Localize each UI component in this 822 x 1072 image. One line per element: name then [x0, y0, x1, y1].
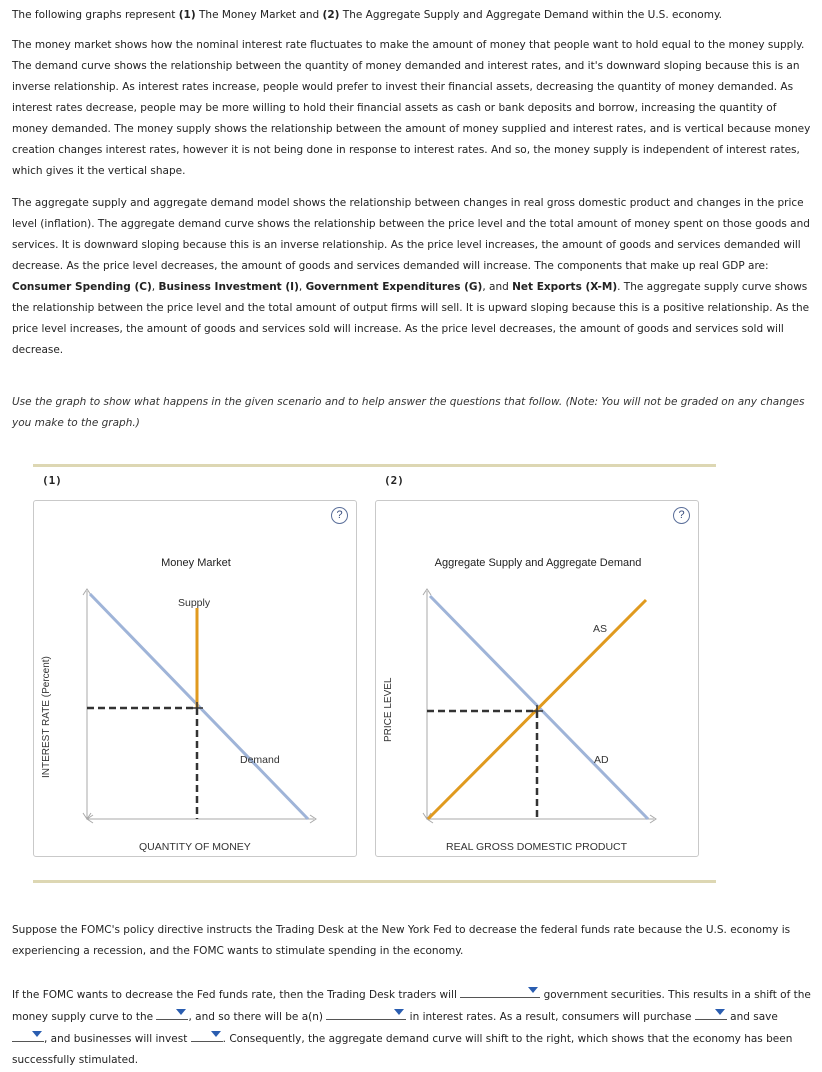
help-icon[interactable]: ?: [331, 507, 348, 524]
chevron-down-icon[interactable]: [32, 1031, 42, 1037]
y-axis-label: PRICE LEVEL: [383, 677, 394, 742]
ad-label: AD: [594, 754, 609, 766]
top-divider: [33, 464, 716, 467]
x-axis-label: REAL GROSS DOMESTIC PRODUCT: [446, 841, 628, 853]
dropdown-trading-action[interactable]: [460, 984, 540, 998]
scenario-text: Suppose the FOMC's policy directive instructs the Trading Desk at the New York Fed to decrease the federal funds rate because the U.S. economy is experiencing a recession, and the FOMC wants to stimulate spending in the economy.: [12, 924, 791, 957]
adas-graph[interactable]: [375, 500, 699, 857]
panel2-label: (2): [384, 474, 404, 487]
chevron-down-icon[interactable]: [528, 987, 538, 993]
dropdown-consumer-save[interactable]: [12, 1028, 44, 1042]
dropdown-supply-shift[interactable]: [156, 1006, 188, 1020]
intro-text: The following graphs represent (1) The Money Market and (2) The Aggregate Supply and Aggregate Demand within the U.S. economy.: [12, 9, 723, 21]
adas-plot[interactable]: [376, 501, 698, 856]
as-label: AS: [593, 623, 608, 635]
instruction-text: Use the graph to show what happens in the given scenario and to help answer the questions that follow. (Note: You will not be graded on any changes you make to the graph.): [12, 396, 805, 429]
chevron-down-icon[interactable]: [211, 1031, 221, 1037]
dropdown-business-invest[interactable]: [191, 1028, 223, 1042]
y-axis-label: INTEREST RATE (Percent): [41, 656, 52, 778]
demand-label: Demand: [240, 754, 280, 766]
help-icon[interactable]: ?: [673, 507, 690, 524]
intro-num-2: (2): [322, 9, 340, 21]
chevron-down-icon[interactable]: [715, 1009, 725, 1015]
intro-num-1: (1): [178, 9, 196, 21]
money-market-graph[interactable]: [33, 500, 357, 857]
chevron-down-icon[interactable]: [394, 1009, 404, 1015]
dropdown-consumer-purchase[interactable]: [695, 1006, 727, 1020]
adas-paragraph: The aggregate supply and aggregate demand model shows the relationship between changes in real gross domestic product and changes in the price level (inflation). The aggregate demand curve shows the relationship between the price level and the total amount of money spent on those goods and services. It is downward sloping because this is an inverse relationship. As the price level increases, the amount of goods and services demanded will decrease. As the price level decreases, the amount of goods and services demanded will increase. The components that make up real GDP are: Consumer Spending (C), Business Investment (I), Government Expenditures (G), and Net Exports (X-M). The aggregate supply curve shows the relationship between the price level and the total amount of output firms will sell. It is upward sloping because this is a positive relationship. As the price level increases, the amount of goods and services sold will increase. As the price level decreases, the amount of goods and services sold will decrease.: [12, 197, 810, 356]
money-market-plot[interactable]: [34, 501, 356, 856]
bottom-divider: [33, 880, 716, 883]
money-market-paragraph: The money market shows how the nominal interest rate fluctuates to make the amount of money that people want to hold equal to the money supply. The demand curve shows the relationship between the quantity of money demanded and interest rates, and it's downward sloping because this is an inverse relationship. As interest rates increase, people would prefer to invest their financial assets, decreasing the quantity of money demanded. As interest rates decrease, people may be more willing to hold their financial assets as cash or bank deposits and borrow, increasing the quantity of money demanded. The money supply shows the relationship between the amount of money supplied and interest rates, and is vertical because money creation changes interest rates, however it is not being done in response to interest rates. And so, the money supply is independent of interest rates, which gives it the vertical shape.: [12, 39, 811, 177]
demand-curve: [90, 594, 308, 819]
chevron-down-icon[interactable]: [176, 1009, 186, 1015]
question-text: If the FOMC wants to decrease the Fed funds rate, then the Trading Desk traders will government securities. This results in a shift of the money supply curve to the , and so there will be a(n) in interest rates. As a result, consumers will purchase and save , and businesses will invest . Consequently, the aggregate demand curve will shift to the right, which shows that the economy has been successfully stimulated.: [12, 984, 812, 1071]
chart-title: Aggregate Supply and Aggregate Demand: [434, 557, 642, 569]
chart-title: Money Market: [161, 557, 231, 569]
x-axis-label: QUANTITY OF MONEY: [139, 841, 251, 853]
supply-label: Supply: [178, 597, 211, 609]
panel1-label: (1): [42, 474, 62, 487]
dropdown-interest-change[interactable]: [326, 1006, 406, 1020]
